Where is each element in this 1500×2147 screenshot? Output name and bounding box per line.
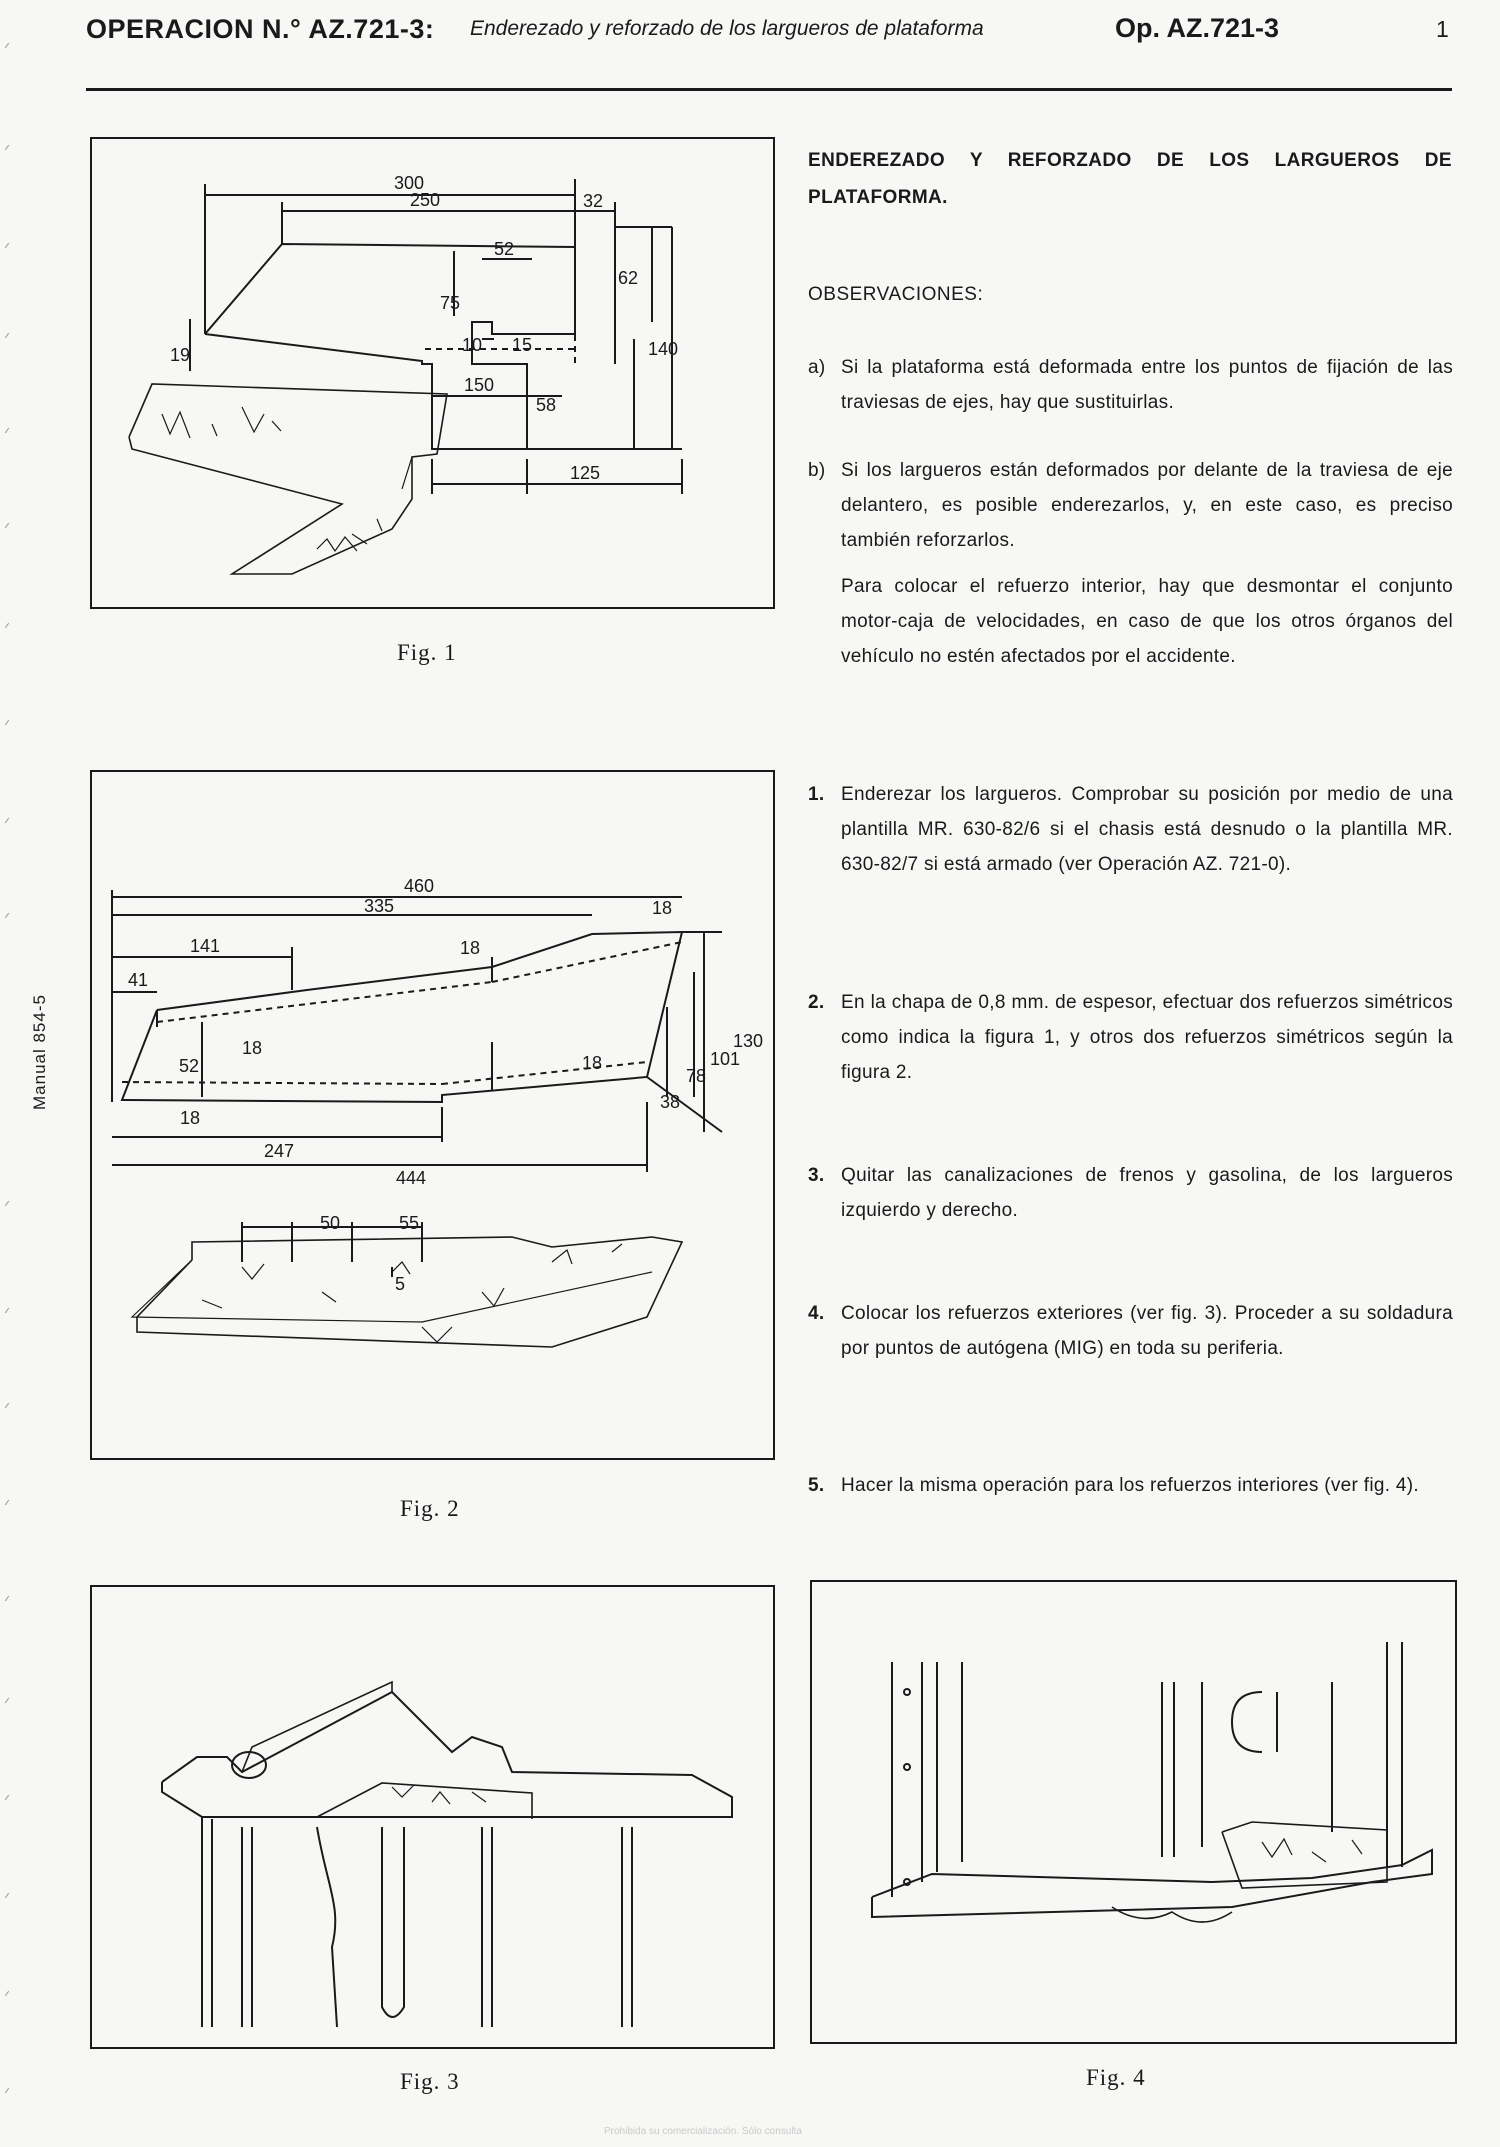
figure-2 [90,770,775,1460]
fig1-dim-32: 32 [583,191,604,211]
fig2-dim-18e: 18 [180,1108,201,1128]
fig2-dim-18c: 18 [242,1038,263,1058]
fig2-dim-18d: 18 [582,1053,603,1073]
figure-1 [90,137,775,609]
fig2-dim-130: 130 [733,1031,764,1051]
fig1-dim-300: 300 [394,173,425,193]
fig2-dim-50: 50 [320,1213,341,1233]
fig2-dim-444: 444 [396,1168,427,1188]
fig2-dim-141: 141 [190,936,221,956]
fig2-dim-18b: 18 [460,938,481,958]
footnote: Prohibida su comercialización. Sólo consulta [604,2126,802,2137]
fig2-dim-5: 5 [395,1274,406,1294]
figure-3 [90,1585,775,2049]
fig2-drawing [112,890,722,1347]
fig2-dim-335: 335 [364,896,395,916]
fig2-dim-52: 52 [179,1056,200,1076]
fig1-dim-75: 75 [440,293,461,313]
fig1-dim-52: 52 [494,239,515,259]
fig1-drawing [129,179,682,574]
fig2-dim-55: 55 [399,1213,420,1233]
fig1-dim-15: 15 [512,335,533,355]
manual-label: Manual 854-5 [30,994,49,1110]
section-title: ENDEREZADO Y REFORZADO DE LOS LARGUEROS DE PLATAFORMA. [808,150,1452,208]
observation-note: Para colocar el refuerzo interior, hay que desmontar el conjunto motor-caja de velocidades, en caso de que los otros órganos del vehículo no estén afectados por el accidente. [841,576,1453,667]
operation-subtitle: Enderezado y reforzado de los largueros de plataforma [470,17,984,40]
fig1-dim-140: 140 [648,339,679,359]
operation-code: Op. AZ.721-3 [1115,13,1280,43]
figure-3-caption: Fig. 3 [400,2069,460,2094]
figure-4-caption: Fig. 4 [1086,2065,1146,2090]
fig1-dim-150: 150 [464,375,495,395]
figure-2-caption: Fig. 2 [400,1496,460,1521]
fig1-dim-58: 58 [536,395,557,415]
fig1-dim-62: 62 [618,268,639,288]
fig4-drawing [812,1582,1455,2042]
operation-number: OPERACION N.° AZ.721-3: [86,14,435,44]
fig2-dim-247: 247 [264,1141,295,1161]
header-rule [86,88,1452,91]
fig2-dim-101: 101 [710,1049,741,1069]
observations-heading: OBSERVACIONES: [808,284,984,305]
fig3-drawing [92,1587,773,2047]
fig2-dim-41: 41 [128,970,149,990]
fig1-dim-125: 125 [570,463,601,483]
fig2-dim-18a: 18 [652,898,673,918]
fig1-dim-10: 10 [462,335,483,355]
fig2-dim-78: 78 [686,1066,707,1086]
figure-4 [810,1580,1457,2044]
fig1-dim-19: 19 [170,345,191,365]
fig2-dim-38: 38 [660,1092,681,1112]
figure-1-caption: Fig. 1 [397,640,457,665]
fig2-dim-460: 460 [404,876,435,896]
page-number: 1 [1436,16,1449,42]
fig1-dim-250: 250 [410,190,441,210]
